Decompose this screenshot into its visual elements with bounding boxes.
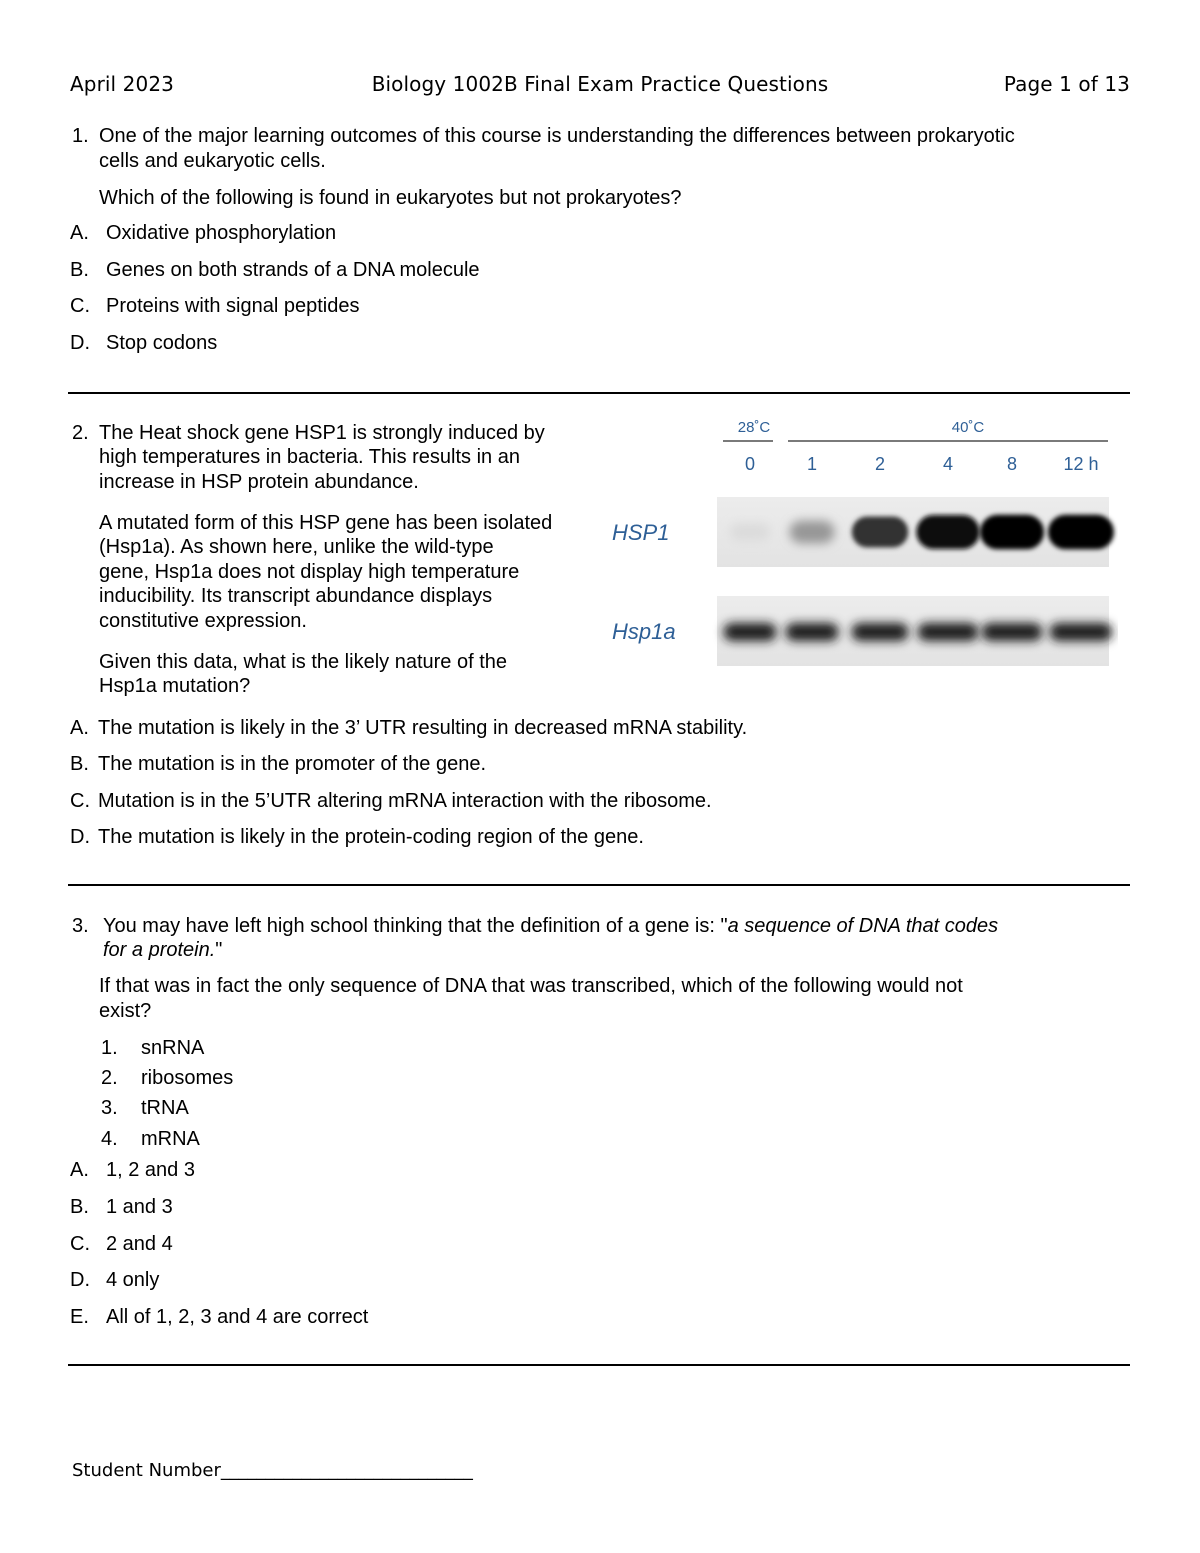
q1-option-a	[70, 221, 336, 246]
option-letter: D.	[70, 826, 90, 848]
q1-stem-line2: cells and eukaryotic cells.	[99, 150, 326, 172]
option-letter: C.	[70, 295, 90, 317]
q2-para2-line4: inducibility. Its transcript abundance displays	[99, 585, 493, 607]
q2-option-a	[70, 716, 747, 741]
item-text: tRNA	[141, 1097, 189, 1119]
timepoint-label: 8	[1006, 454, 1018, 474]
timepoint-label: 2	[874, 454, 886, 474]
blot-band	[918, 623, 979, 641]
q2-para2-line1: A mutated form of this HSP gene has been isolated	[99, 512, 553, 534]
option-text: The mutation is likely in the protein-coding region of the gene.	[98, 826, 644, 848]
item-text: snRNA	[141, 1037, 205, 1059]
q3-stem-italic: a sequence of DNA that codes	[727, 915, 999, 937]
blot-band	[916, 515, 979, 549]
timepoint-labels	[745, 454, 1099, 474]
q3-number: 3.	[72, 915, 89, 937]
item-text: mRNA	[141, 1128, 200, 1150]
q2-para2-line5: constitutive expression.	[99, 610, 307, 632]
option-letter: A.	[70, 222, 89, 244]
section-divider	[68, 1364, 1130, 1366]
q1-question: Which of the following is found in eukaryotes but not prokaryotes?	[99, 187, 682, 209]
header-title: Biology 1002B Final Exam Practice Questions	[371, 72, 829, 96]
option-letter: D.	[70, 1269, 90, 1291]
q2-para1-line2: high temperatures in bacteria. This results in an	[99, 446, 520, 468]
q3-option-a	[70, 1158, 195, 1183]
q3-item-2	[101, 1066, 233, 1091]
q2-number: 2.	[72, 422, 89, 444]
q3-option-b	[70, 1195, 173, 1220]
timepoint-label: 0	[744, 454, 756, 474]
q3-item-1	[101, 1036, 204, 1061]
item-number: 4.	[101, 1128, 118, 1150]
section-divider	[68, 884, 1130, 886]
option-text: 4 only	[106, 1269, 160, 1291]
item-number: 1.	[101, 1037, 118, 1059]
q1-stem-line1: One of the major learning outcomes of this course is understanding the differences between prokaryotic	[99, 125, 1015, 147]
option-letter: D.	[70, 332, 90, 354]
q1-option-b	[70, 258, 480, 283]
q3-question-line2: exist?	[99, 1000, 152, 1022]
option-letter: B.	[70, 753, 89, 775]
option-text: All of 1, 2, 3 and 4 are correct	[106, 1306, 369, 1328]
timepoint-label: 1	[806, 454, 818, 474]
q2-para3-line2: Hsp1a mutation?	[99, 675, 251, 697]
timepoint-label: 12 h	[1063, 454, 1099, 474]
temp-high-label: 40˚C	[951, 419, 985, 436]
q3-option-c	[70, 1232, 173, 1257]
option-letter: A.	[70, 717, 89, 739]
blot-band	[723, 623, 776, 641]
q3-option-e	[70, 1305, 368, 1330]
option-letter: B.	[70, 1196, 89, 1218]
item-number: 2.	[101, 1067, 118, 1089]
option-text: The mutation is likely in the 3’ UTR resulting in decreased mRNA stability.	[98, 717, 748, 739]
option-letter: A.	[70, 1159, 89, 1181]
q2-para1-line3: increase in HSP protein abundance.	[99, 471, 419, 493]
q1-option-d	[70, 331, 217, 356]
blot-band	[982, 623, 1043, 641]
northern-blot-figure	[608, 412, 1118, 674]
q2-para1-line1: The Heat shock gene HSP1 is strongly induced by	[99, 422, 545, 444]
option-letter: B.	[70, 259, 89, 281]
blot-band	[852, 623, 909, 641]
q3-option-d	[70, 1268, 159, 1293]
blot-band	[852, 517, 908, 548]
blot-band	[785, 623, 838, 641]
option-text: Genes on both strands of a DNA molecule	[106, 259, 480, 281]
q1-number: 1.	[72, 125, 89, 147]
timepoint-label: 4	[942, 454, 954, 474]
blot-band	[980, 515, 1044, 550]
option-text: Mutation is in the 5’UTR altering mRNA interaction with the ribosome.	[98, 790, 712, 812]
q3-item-4	[101, 1127, 200, 1152]
option-text: Stop codons	[106, 332, 218, 354]
header-date: April 2023	[70, 72, 174, 96]
temp-low-label: 28˚C	[737, 419, 771, 436]
option-letter: C.	[70, 790, 90, 812]
q3-stem-post: "	[215, 939, 223, 961]
item-number: 3.	[101, 1097, 118, 1119]
hsp1a-row-label: Hsp1a	[612, 619, 676, 644]
blot-band	[790, 521, 835, 544]
blot-band	[1048, 515, 1114, 550]
q3-stem-line2	[103, 938, 222, 963]
header-page-number: Page 1 of 13	[1003, 72, 1130, 96]
option-letter: E.	[70, 1306, 89, 1328]
q2-option-c	[70, 789, 712, 814]
q3-question-line1: If that was in fact the only sequence of DNA that was transcribed, which of the following would not	[99, 975, 963, 997]
option-text: The mutation is in the promoter of the gene.	[98, 753, 486, 775]
q1-option-c	[70, 294, 359, 319]
blot-band	[730, 523, 770, 540]
hsp1-row-label: HSP1	[612, 520, 670, 545]
blot-band	[1050, 623, 1113, 641]
q3-stem-italic2: for a protein.	[103, 939, 216, 961]
q3-stem-line1	[103, 914, 998, 939]
section-divider	[68, 392, 1130, 394]
q3-item-3	[101, 1096, 189, 1121]
option-text: 1, 2 and 3	[106, 1159, 195, 1181]
q2-option-d	[70, 825, 644, 850]
q2-para3-line1: Given this data, what is the likely nature of the	[99, 651, 507, 673]
option-text: 1 and 3	[106, 1196, 173, 1218]
q2-para2-line2: (Hsp1a). As shown here, unlike the wild-type	[99, 536, 494, 558]
option-letter: C.	[70, 1233, 90, 1255]
option-text: 2 and 4	[106, 1233, 173, 1255]
option-text: Proteins with signal peptides	[106, 295, 360, 317]
student-number-field: Student Number____________________________	[72, 1460, 473, 1481]
q2-option-b	[70, 752, 486, 777]
item-text: ribosomes	[141, 1067, 234, 1089]
option-text: Oxidative phosphorylation	[106, 222, 337, 244]
q3-stem-pre: You may have left high school thinking that the definition of a gene is: "	[103, 915, 728, 937]
q2-para2-line3: gene, Hsp1a does not display high temperature	[99, 561, 520, 583]
